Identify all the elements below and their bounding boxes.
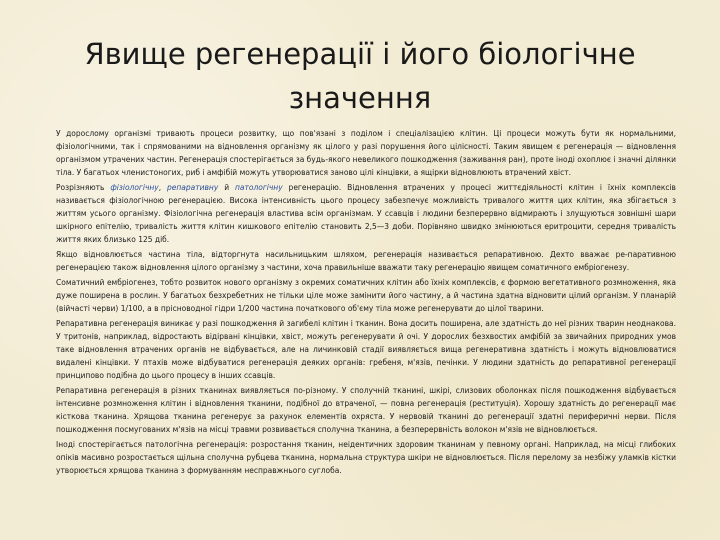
separator: ,	[158, 183, 168, 192]
paragraph: Якщо відновлюється частина тіла, відторгнута насильницьким шляхом, регенерація називається репаративною. Дехто вважає ре-паративною регенерацією також відновлення цілого організму з частини, хоча правильніше вважати таку регенерацію явищем соматичного ембріогенезу.	[56, 250, 676, 272]
paragraph: Іноді спостерігається патологічна регенерація: розростання тканин, неідентичних здоровим тканинам у певному органі. Наприклад, на місці глибоких опіків масивно розростається щільна сполучна рубцева тканина, нормальна структура шкіри не відновлюється. Після перелому за незбіжу уламків кістки утворюється хрящова тканина з формуванням несправжнього суглоба.	[56, 440, 676, 475]
separator: й	[218, 183, 235, 192]
body-text	[56, 127, 676, 479]
paragraph-rest: регенерацію. Відновлення втрачених у процесі життєдіяльності клітин і їхніх комплексів називається фізіологічною регенерацією. Висока інтенсивність цього процесу забезпечує можливість тривалого життя цих клітин, яка збігається з життям усього організму. Фізіологічна регенерація властива всім організмам. У ссавців і людини безперервно відмирають і злущуються зовнішні шари шкірного епітелію, тривалість життя клітин кишкового епітелію становить 2,5—3 доби. Порівняно швидко змінюються еритроцити, середня тривалість життя яких близько 125 діб.	[56, 183, 676, 244]
paragraph: Репаративна регенерація виникає у разі пошкодження й загибелі клітин і тканин. Вона досить поширена, але здатність до неї різних тварин неоднакова. У тритонів, наприклад, відростають відірвані кінцівки, хвіст, можуть регенерувати й очі. У дорослих безхвостих амфібій за звичайних природних умов таке відновлення втрачених органів не відбувається, але на личинковій стадії виявляється вища регенеративна здатність і можуть відновлюватися видалені кінцівки. У птахів може відбуватися регенерація деяких органів: гребеня, м'язів, печінки. У людини здатність до репаративної регенерації принципово подібна до цього процесу в інших ссавців.	[56, 319, 676, 380]
paragraph: Репаративна регенерація в різних тканинах виявляється по-різному. У сполучній тканині, шкірі, слизових оболонках після пошкодження відбувається інтенсивне розмноження клітин і відновлення тканини, подібної до втраченої, — повна регенерація (реституція). Хорошу здатність до регенерації має кісткова тканина. Хрящова тканина регенерує за рахунок елементів охряста. У нервовій тканині до регенерації здатні периферичні нерви. Після пошкодження посмугованих м'язів на місці травми розвивається сполучна тканина, а безперервність волокон м'язів не відновлюється.	[56, 386, 676, 434]
term-pathological: патологічну	[235, 183, 283, 192]
paragraph-lead: Розрізняють	[56, 183, 111, 192]
paragraph: Соматичний ембріогенез, тобто розвиток нового організму з окремих соматичних клітин або їхніх комплексів, є формою вегетативного розмноження, яка дуже поширена в рослин. У багатьох безхребетних не тільки ціле може замінити його частину, а й частина здатна відновити цілий організм. У планарій (війчасті черви) 1/100, а в прісноводної гідри 1/200 частина початкового об'єму тіла може регенерувати до цілої тварини.	[56, 278, 676, 313]
paragraph: У дорослому організмі тривають процеси розвитку, що пов'язані з поділом і спеціалізацією клітин. Ці процеси можуть бути як нормальними, фізіологічними, так і спрямованими на відновлення організму як цілого у разі порушення його цілісності. Таким явищем є регенерація — відновлення організмом утрачених частин. Регенерація спостерігається за будь-якого невеликого пошкодження (заживання ран), проте іноді охоплює і значні ділянки тіла. У багатьох членистоногих, риб і амфібій можуть утворюватися заново цілі кінцівки, а ящірки відновлюють втрачений хвіст.	[56, 129, 677, 177]
term-reparative: репаративну	[167, 183, 219, 192]
term-physiological: фізіологічну	[110, 183, 159, 192]
page-title: Явище регенерації і його біологічне значення	[84, 37, 636, 115]
paragraph	[56, 181, 676, 246]
